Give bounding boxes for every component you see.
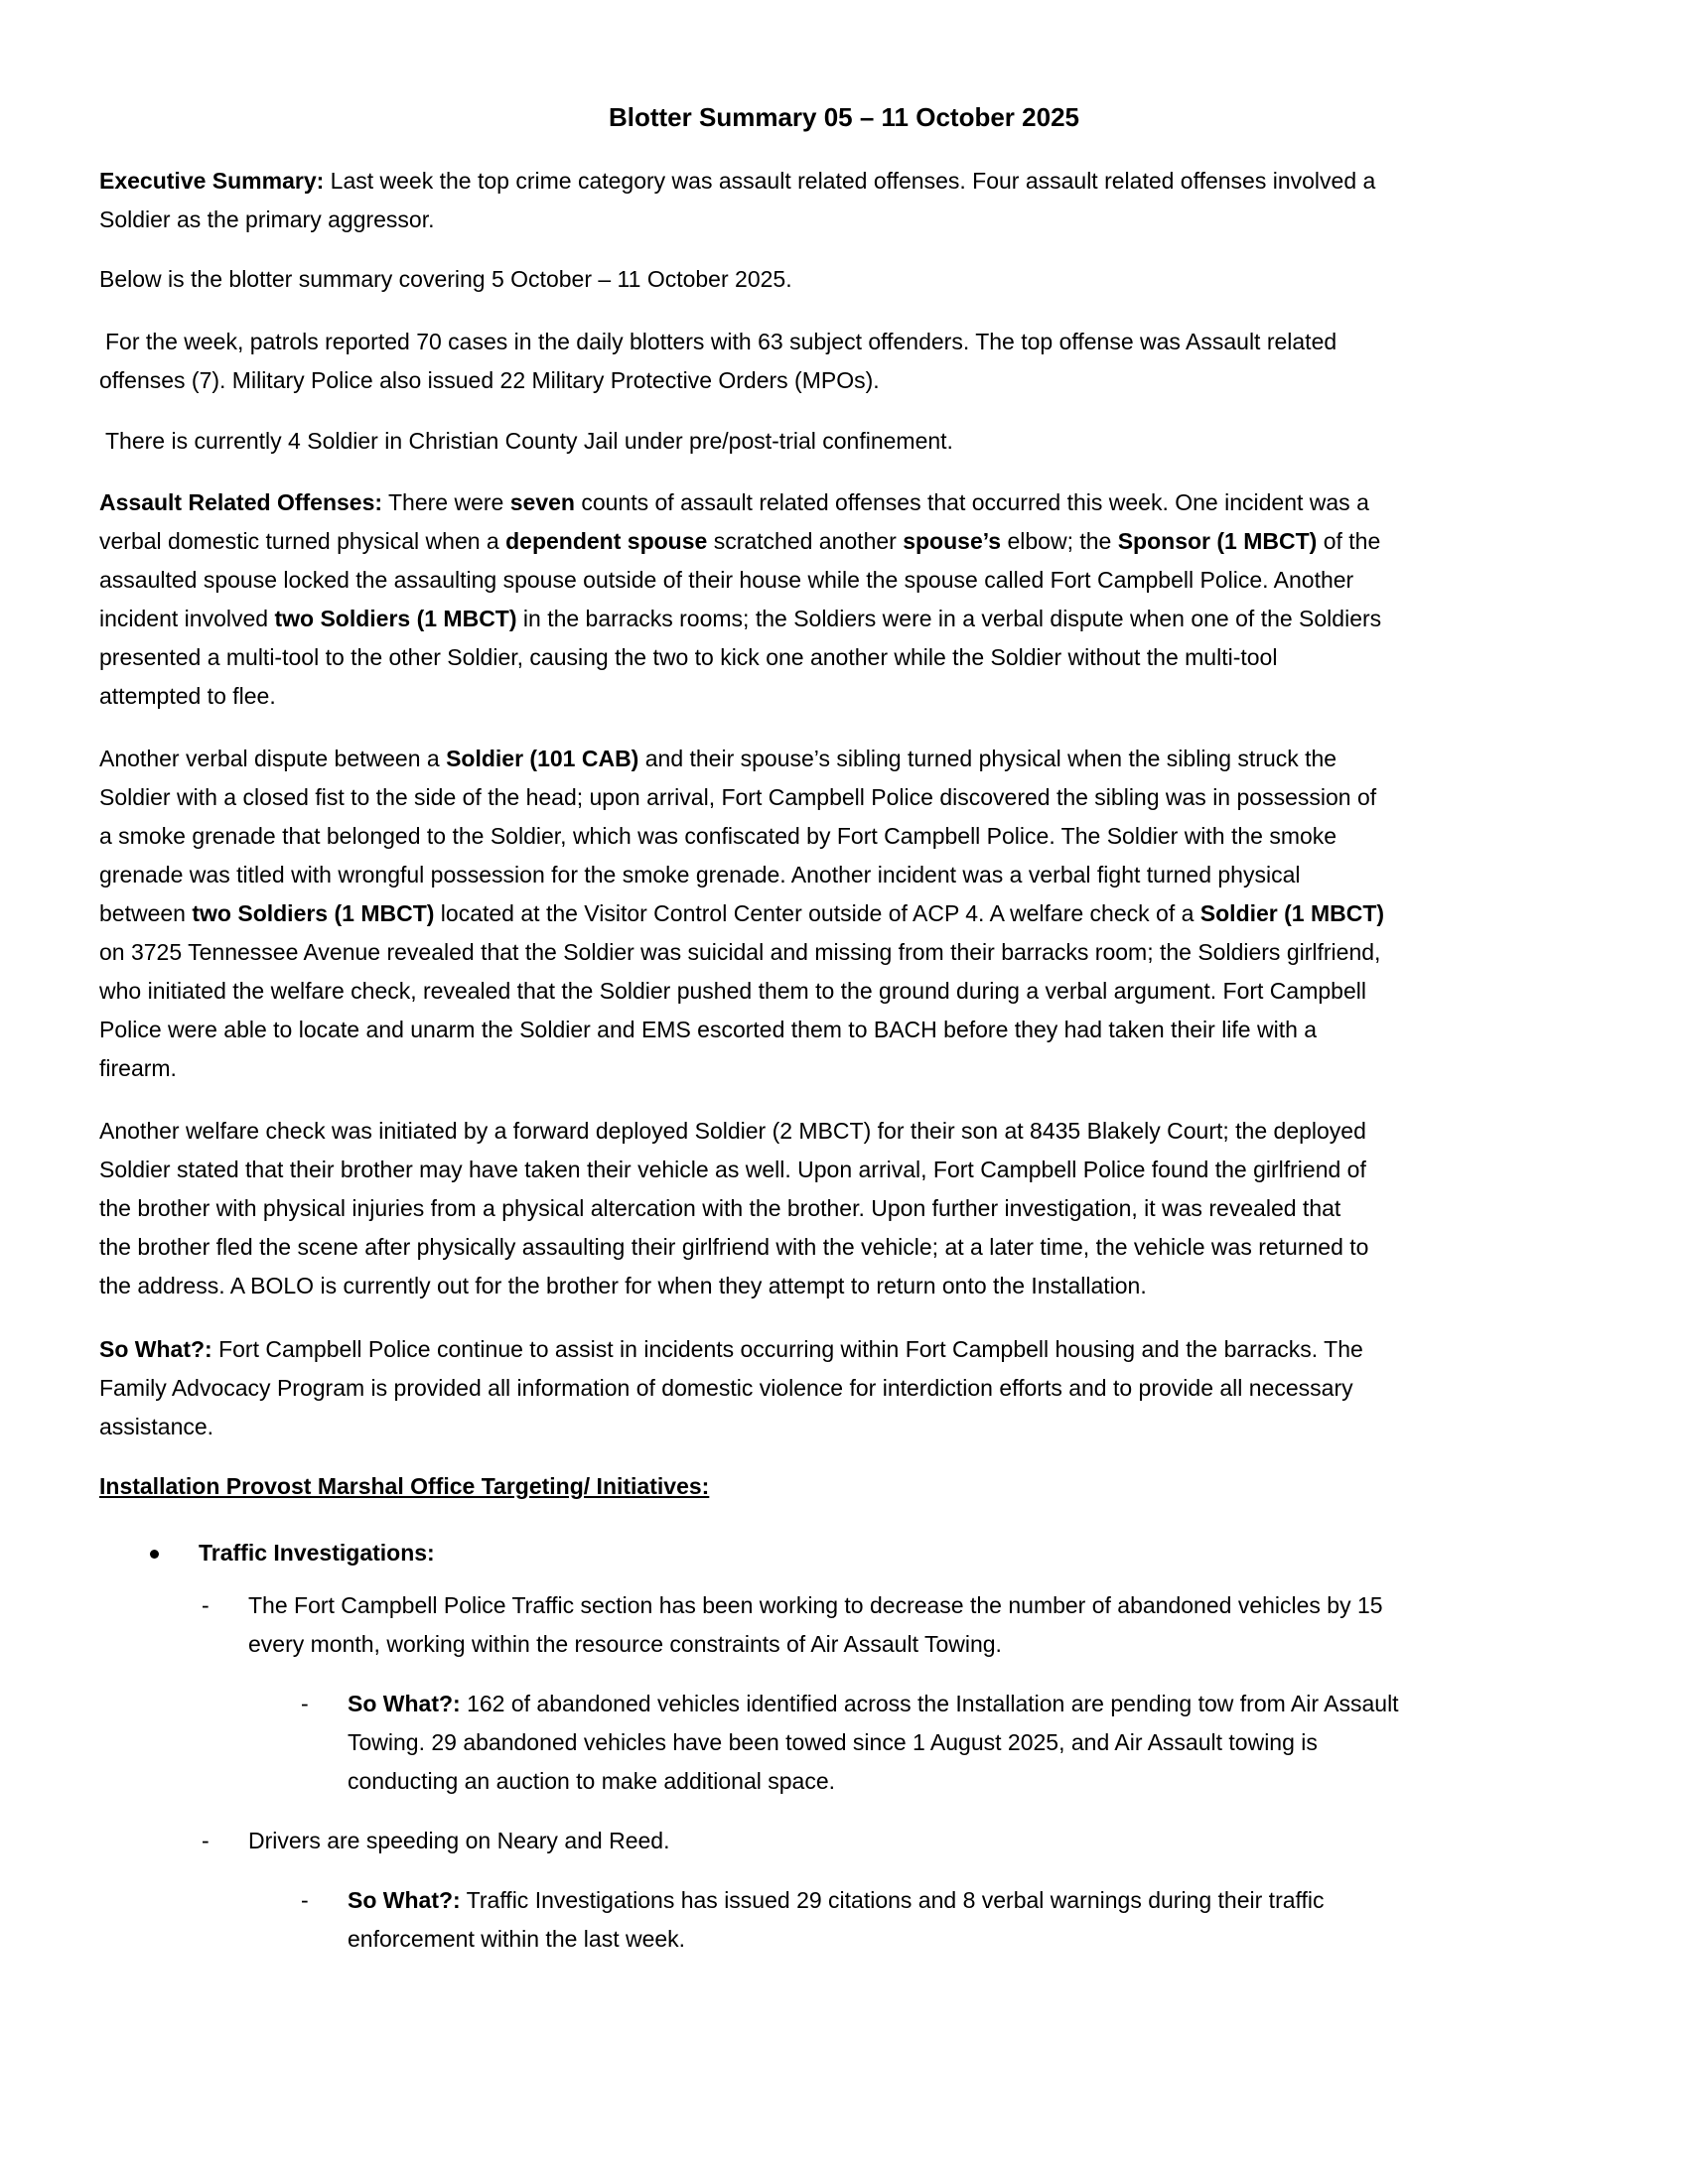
bold-run: two Soldiers (1 MBCT)	[274, 606, 517, 631]
text-line: Soldier stated that their brother may have taken their vehicle as well. Upon arrival, Fort Campbell Police found the girlfriend of	[99, 1157, 1366, 1182]
text-run: of the	[1317, 528, 1381, 554]
executive-summary-label: Executive Summary:	[99, 168, 325, 194]
text-run: counts of assault related offenses that occurred this week. One incident was a	[574, 489, 1369, 515]
so-what-label: So What?:	[348, 1887, 461, 1913]
text-run: Fort Campbell Police continue to assist in incidents occurring within Fort Campbell housing and the barracks. The	[211, 1336, 1363, 1362]
text-line: presented a multi-tool to the other Soldier, causing the two to kick one another while the Soldier without the multi-tool	[99, 644, 1278, 670]
text-line: Family Advocacy Program is provided all information of domestic violence for interdiction efforts and to provide all necessary	[99, 1375, 1353, 1401]
text-line: Last week the top crime category was assault related offenses. Four assault related offenses involved a	[324, 168, 1376, 194]
so-what-paragraph	[99, 1330, 1589, 1446]
welfare-check-paragraph	[99, 1112, 1589, 1305]
text-line: Police were able to locate and unarm the Soldier and EMS escorted them to BACH before they had taken their life with a	[99, 1017, 1318, 1042]
text-line: grenade was titled with wrongful possession for the smoke grenade. Another incident was a verbal fight turned physical	[99, 862, 1301, 887]
assault-offenses-label: Assault Related Offenses:	[99, 489, 383, 515]
so-what-label: So What?:	[99, 1336, 212, 1362]
dash-marker-icon: -	[301, 1887, 309, 1913]
text-line: conducting an auction to make additional space.	[348, 1768, 835, 1794]
text-run: scratched another	[707, 528, 904, 554]
text-run: verbal domestic turned physical when a	[99, 528, 506, 554]
list-item-speeding-so-what	[348, 1881, 1325, 1959]
text-line: every month, working within the resource constraints of Air Assault Towing.	[248, 1631, 1002, 1657]
dash-marker-icon: -	[202, 1592, 210, 1618]
text-run: in the barracks rooms; the Soldiers were in a verbal dispute when one of the Soldiers	[516, 606, 1382, 631]
dispute-paragraph	[99, 740, 1589, 1088]
text-line: Another welfare check was initiated by a forward deployed Soldier (2 MBCT) for their son at 8435 Blakely Court; the deployed	[99, 1118, 1366, 1144]
text-line: Soldier as the primary aggressor.	[99, 206, 435, 232]
text-line: Soldier with a closed fist to the side of the head; upon arrival, Fort Campbell Police discovered the sibling was in possession of	[99, 784, 1377, 810]
text-run: 162 of abandoned vehicles identified across the Installation are pending tow from Air Assault	[460, 1691, 1399, 1716]
bold-run: dependent spouse	[505, 528, 708, 554]
coverage-paragraph	[99, 260, 1589, 299]
text-run: elbow; the	[1001, 528, 1118, 554]
list-item-speeding	[248, 1822, 669, 1860]
list-item-abandoned-vehicles-so-what	[348, 1685, 1399, 1801]
text-line: a smoke grenade that belonged to the Soldier, which was confiscated by Fort Campbell Police. The Soldier with the smoke	[99, 823, 1337, 849]
bullet-icon	[150, 1550, 159, 1559]
text-line: the address. A BOLO is currently out for the brother for when they attempt to return onto the Installation.	[99, 1273, 1147, 1298]
dash-marker-icon: -	[202, 1828, 210, 1853]
bold-run: Soldier (1 MBCT)	[1199, 900, 1385, 926]
text-line: assaulted spouse locked the assaulting spouse outside of their house while the spouse called Fort Campbell Police. Another	[99, 567, 1354, 593]
text-line: the brother fled the scene after physically assaulting their girlfriend with the vehicle; at a later time, the vehicle was returned to	[99, 1234, 1369, 1260]
text-line: the brother with physical injuries from a physical altercation with the brother. Upon further investigation, it was revealed that	[99, 1195, 1341, 1221]
text-line: There is currently 4 Soldier in Christian County Jail under pre/post-trial confinement.	[105, 428, 953, 454]
text-line: Drivers are speeding on Neary and Reed.	[248, 1828, 670, 1853]
bold-run: spouse’s	[903, 528, 1002, 554]
text-line: offenses (7). Military Police also issued 22 Military Protective Orders (MPOs).	[99, 367, 880, 393]
text-run: There were	[382, 489, 510, 515]
bold-run: Soldier (101 CAB)	[446, 746, 639, 771]
list-item-abandoned-vehicles	[248, 1586, 1383, 1664]
weekly-stats-paragraph	[99, 323, 1589, 400]
bold-run: seven	[509, 489, 575, 515]
so-what-label: So What?:	[348, 1691, 461, 1716]
text-run: incident involved	[99, 606, 275, 631]
text-run: and their spouse’s sibling turned physical when the sibling struck the	[638, 746, 1337, 771]
text-run: between	[99, 900, 193, 926]
initiatives-heading: Installation Provost Marshal Office Targeting/ Initiatives:	[99, 1473, 710, 1499]
text-line: enforcement within the last week.	[348, 1926, 686, 1952]
traffic-investigations-heading: Traffic Investigations:	[199, 1540, 435, 1566]
text-line: assistance.	[99, 1414, 214, 1439]
confinement-paragraph	[99, 422, 1589, 461]
text-line: on 3725 Tennessee Avenue revealed that the Soldier was suicidal and missing from their barracks room; the Soldiers girlfriend,	[99, 939, 1381, 965]
bold-run: Sponsor (1 MBCT)	[1117, 528, 1318, 554]
text-run: Traffic Investigations has issued 29 citations and 8 verbal warnings during their traffic	[460, 1887, 1325, 1913]
page-title: Blotter Summary 05 – 11 October 2025	[608, 102, 1079, 132]
executive-summary-paragraph	[99, 162, 1589, 239]
text-line: The Fort Campbell Police Traffic section has been working to decrease the number of abandoned vehicles by 15	[248, 1592, 1383, 1618]
text-run: located at the Visitor Control Center outside of ACP 4. A welfare check of a	[434, 900, 1200, 926]
text-line: Below is the blotter summary covering 5 October – 11 October 2025.	[99, 266, 792, 292]
dash-marker-icon: -	[301, 1691, 309, 1716]
text-run: Another verbal dispute between a	[99, 746, 447, 771]
assault-offenses-paragraph	[99, 483, 1589, 716]
text-line: who initiated the welfare check, revealed that the Soldier pushed them to the ground during a verbal argument. Fort Campbell	[99, 978, 1366, 1004]
text-line: firearm.	[99, 1055, 177, 1081]
text-line: attempted to flee.	[99, 683, 276, 709]
bold-run: two Soldiers (1 MBCT)	[192, 900, 435, 926]
text-line: Towing. 29 abandoned vehicles have been towed since 1 August 2025, and Air Assault towing is	[348, 1729, 1318, 1755]
text-line: For the week, patrols reported 70 cases in the daily blotters with 63 subject offenders. The top offense was Assault related	[105, 329, 1337, 354]
